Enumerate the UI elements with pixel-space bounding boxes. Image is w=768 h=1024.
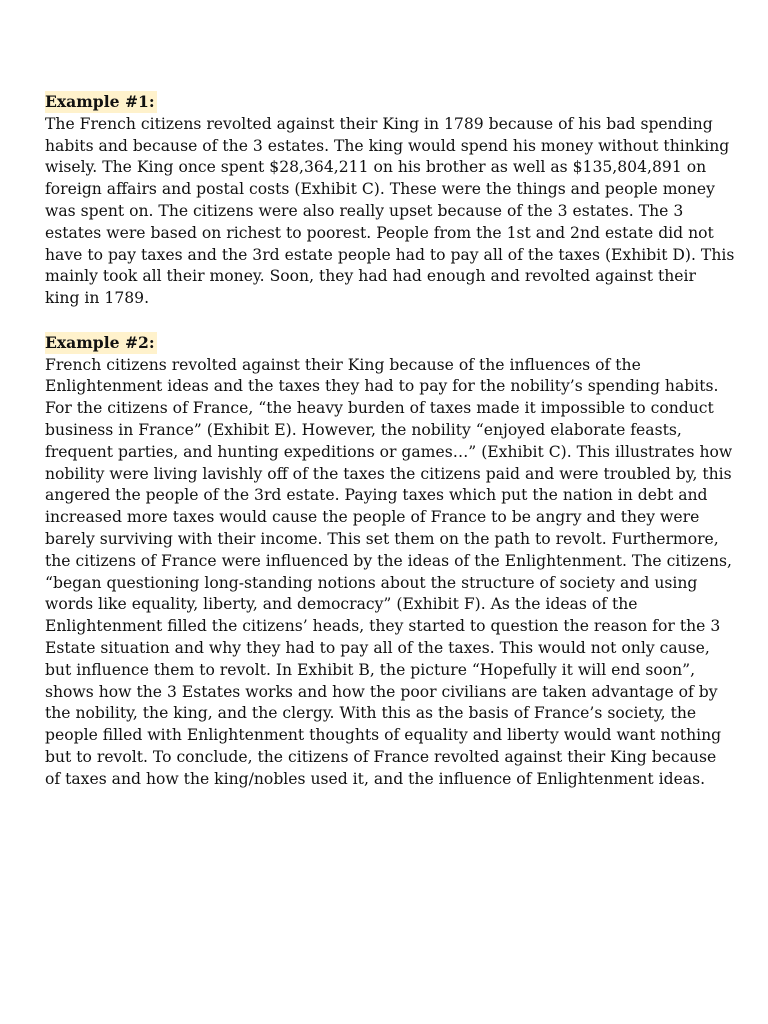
example-1-heading: Example #1: <box>45 92 155 111</box>
example-1-section <box>45 91 735 310</box>
document-page <box>45 91 735 791</box>
example-2-paragraph: French citizens revolted against their King because of the influences of the Enlightenment ideas and the taxes they had to pay for the nobility’s spending habits. For the citizens of France, “the heavy burden of taxes made it impossible to conduct business in France” (Exhibit E). However, the nobility “enjoyed elaborate feasts, frequent parties, and hunting expeditions or games…” (Exhibit C). This illustrates how nobility were living lavishly off of the taxes the citizens paid and were troubled by, this angered the people of the 3rd estate. Paying taxes which put the nation in debt and increased more taxes would cause the people of France to be angry and they were barely surviving with their income. This set them on the path to revolt. Furthermore, the citizens of France were influenced by the ideas of the Enlightenment. The citizens, “began questioning long-standing notions about the structure of society and using words like equality, liberty, and democracy” (Exhibit F). As the ideas of the Enlightenment filled the citizens’ heads, they started to question the reason for the 3 Estate situation and why they had to pay all of the taxes. This would not only cause, but influence them to revolt. In Exhibit B, the picture “Hopefully it will end soon”, shows how the 3 Estates works and how the poor civilians are taken advantage of by the nobility, the king, and the clergy. With this as the basis of France’s society, the people filled with Enlightenment thoughts of equality and liberty would want nothing but to revolt. To conclude, the citizens of France revolted against their King because of taxes and how the king/nobles used it, and the influence of Enlightenment ideas. <box>45 355 733 788</box>
example-2-section <box>45 332 735 791</box>
example-1-paragraph: The French citizens revolted against their King in 1789 because of his bad spending habits and because of the 3 estates. The king would spend his money without thinking wisely. The King once spent $28,364,211 on his brother as well as $135,804,891 on foreign affairs and postal costs (Exhibit C). These were the things and people money was spent on. The citizens were also really upset because of the 3 estates. The 3 estates were based on richest to poorest. People from the 1st and 2nd estate did not have to pay taxes and the 3rd estate people had to pay all of the taxes (Exhibit D). This mainly took all their money. Soon, they had had enough and revolted against their king in 1789. <box>45 114 735 308</box>
example-2-heading: Example #2: <box>45 332 155 352</box>
